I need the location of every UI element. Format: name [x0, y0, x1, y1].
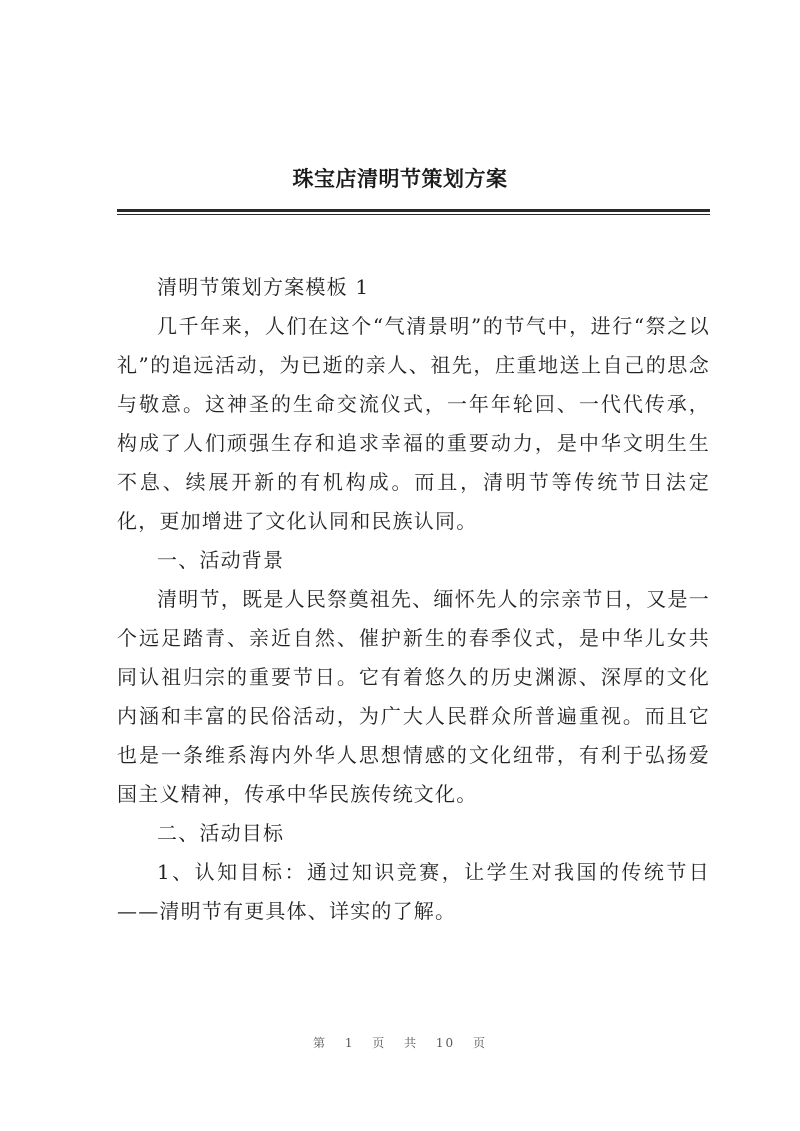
paragraph-template-heading: 清明节策划方案模板 1: [157, 275, 370, 299]
paragraph-intro: 几千年来，人们在这个“气清景明”的节气中，进行“祭之以礼”的追远活动，为已逝的亲人、祖先，庄重地送上自己的思念与敬意。这神圣的生命交流仪式，一年年轮回、一代代传承，构成了人们顽强生存和追求幸福的重要动力，是中华文明生生不息、续展开新的有机构成。而且，清明节等传统节日法定化，更加增进了文化认同和民族认同。: [117, 314, 710, 533]
paragraph-background: 清明节，既是人民祭奠祖先、缅怀先人的宗亲节日，又是一个远足踏青、亲近自然、催护新生的春季仪式，是中华儿女共同认祖归宗的重要节日。它有着悠久的历史渊源、深厚的文化内涵和丰富的民俗活动，为广大人民群众所普遍重视。而且它也是一条维系海内外华人思想情感的文化纽带，有利于弘扬爱国主义精神，传承中华民族传统文化。: [117, 587, 710, 806]
section-heading-background: 一、活动背景: [157, 548, 285, 572]
section-heading-goals: 二、活动目标: [157, 821, 285, 845]
paragraph-goal-1: 1、认知目标：通过知识竞赛，让学生对我国的传统节日——清明节有更具体、详实的了解。: [117, 860, 710, 923]
document-body: [117, 268, 710, 931]
document-title: 珠宝店清明节策划方案: [292, 166, 508, 191]
page-footer: 第 1 页 共 10 页: [313, 1036, 487, 1050]
title-underline-thin: [117, 214, 710, 215]
title-underline-thick: [117, 209, 710, 212]
